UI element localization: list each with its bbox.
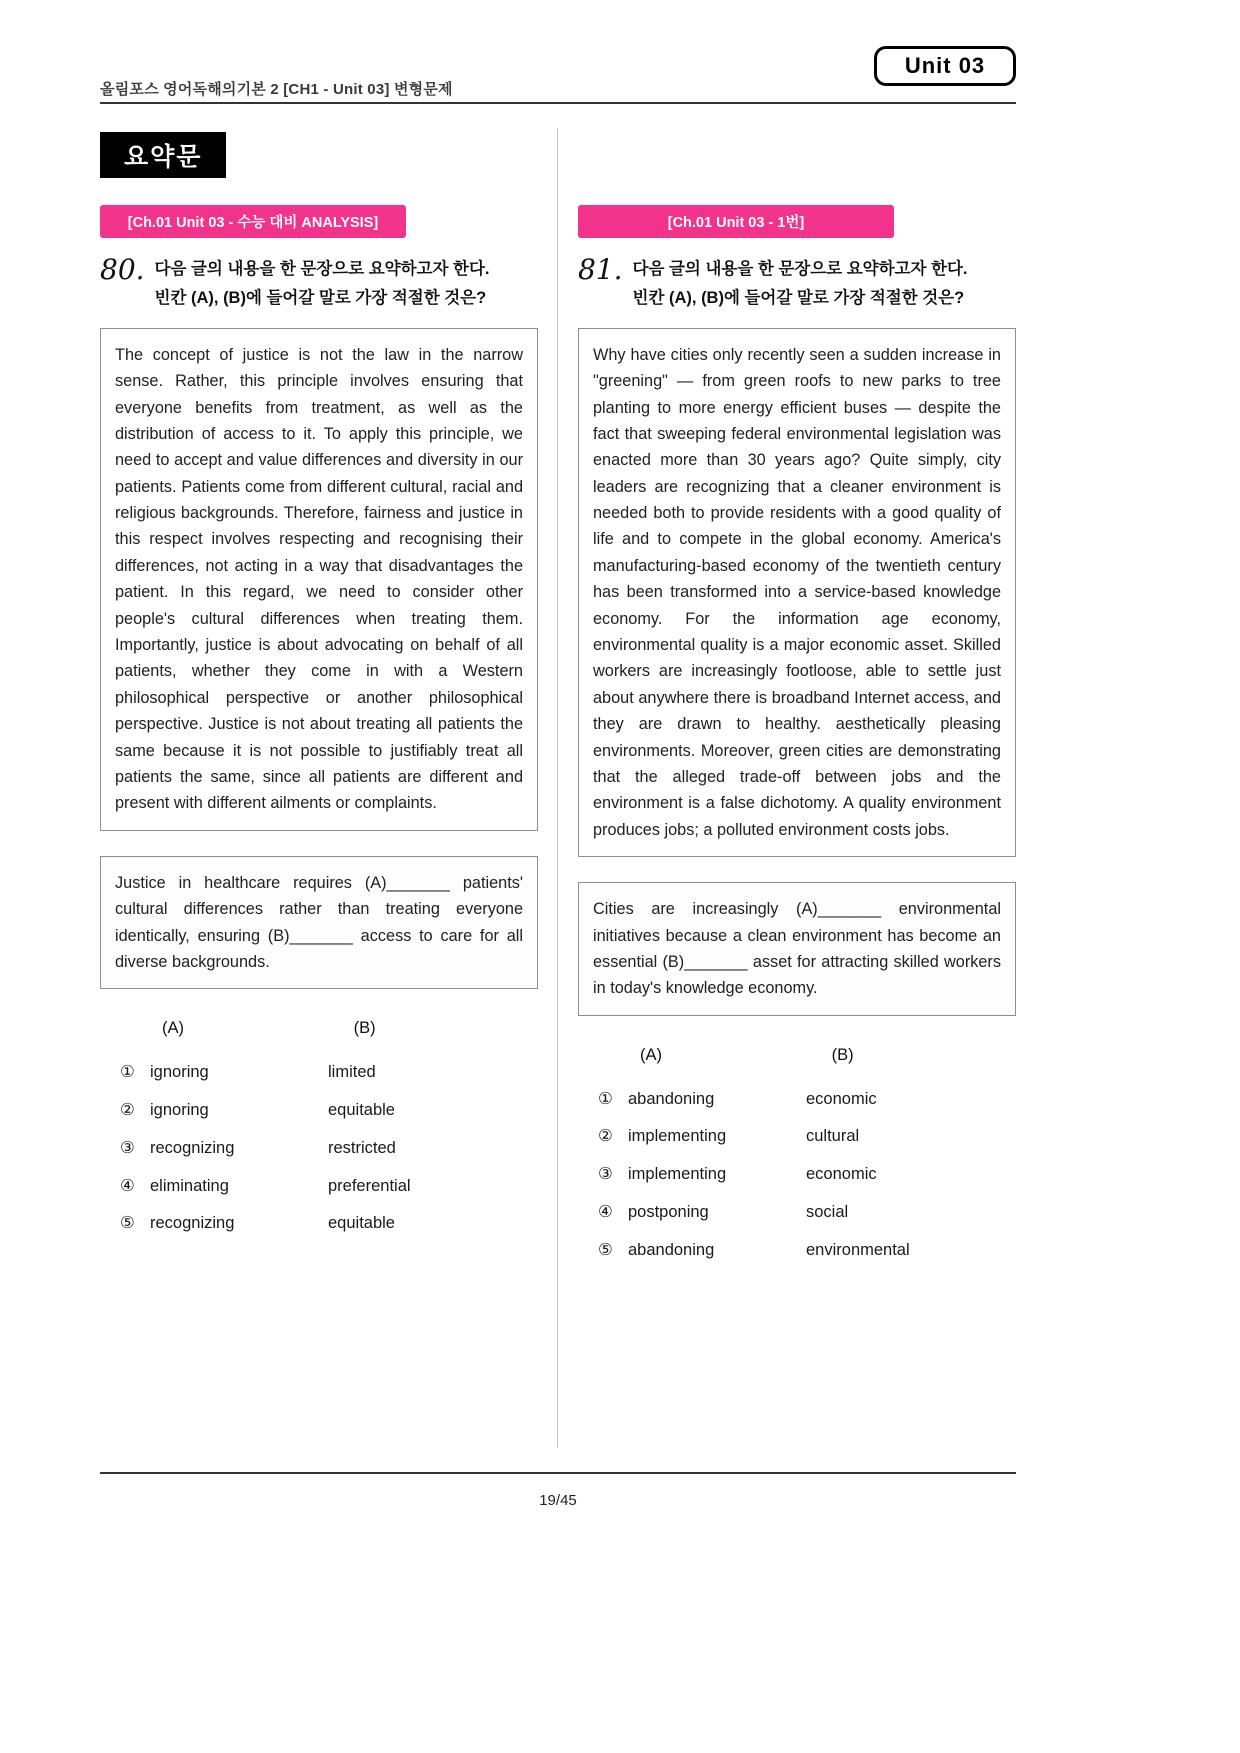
- option-a-word: abandoning: [628, 1240, 715, 1259]
- option-a-word: eliminating: [150, 1176, 229, 1195]
- option-b-word: social: [806, 1202, 849, 1221]
- column-b-label: (B): [353, 1019, 376, 1038]
- option-a-word: ignoring: [150, 1101, 209, 1120]
- section-title: 요약문: [100, 132, 226, 178]
- option-marker: ③: [120, 1138, 135, 1157]
- question-81-option-3: [578, 1162, 1016, 1187]
- option-marker: ②: [598, 1127, 613, 1146]
- question-81-option-5: [578, 1238, 1016, 1263]
- option-b-word: limited: [328, 1063, 376, 1082]
- option-a-word: recognizing: [150, 1138, 235, 1157]
- option-marker: ⑤: [598, 1240, 613, 1259]
- question-81-prompt: [633, 255, 968, 313]
- question-80-option-3: [100, 1136, 538, 1161]
- question-80-prompt: [155, 255, 490, 313]
- footer-divider: [100, 1472, 1016, 1474]
- question-81-prompt-line-2: 빈칸 (A), (B)에 들어갈 말로 가장 적절한 것은?: [632, 288, 965, 307]
- question-81-number: 81.: [578, 253, 623, 286]
- column-b-label: (B): [831, 1045, 854, 1064]
- option-a-word: implementing: [628, 1127, 727, 1146]
- unit-badge: Unit 03: [874, 46, 1016, 86]
- question-80-option-5: [100, 1211, 538, 1236]
- question-81-option-2: [578, 1124, 1016, 1149]
- question-81-passage: Why have cities only recently seen a sudden increase in "greening" — from green roofs to new parks to tree planting to more energy efficient buses — despite the fact that sweeping federal environmental legislation was enacted more than 30 years ago? Quite simply, city leaders are recognizing that a cleaner environment is needed both to provide residents with a good quality of life and to compete in the global economy. America's manufacturing-based economy of the twentieth century has been transformed into a service-based knowledge economy. For the information age economy, environmental quality is a major economic asset. Skilled workers are increasingly footloose, able to settle just about anywhere there is broadband Internet access, and they are drawn to healthy. aesthetically pleasing environments. Moreover, green cities are demonstrating that the alleged trade-off between jobs and the environment is a false dichotomy. A quality environment produces jobs; a polluted environment costs jobs.: [578, 328, 1016, 857]
- option-b-word: preferential: [328, 1176, 411, 1195]
- question-81-head: [578, 255, 1016, 313]
- question-80-prompt-line-2: 빈칸 (A), (B)에 들어갈 말로 가장 적절한 것은?: [154, 288, 487, 307]
- option-b-word: cultural: [806, 1127, 860, 1146]
- question-81-prompt-line-1: 다음 글의 내용을 한 문장으로 요약하고자 한다.: [632, 260, 968, 278]
- option-marker: ②: [120, 1101, 135, 1120]
- option-b-word: environmental: [806, 1240, 910, 1259]
- question-80-summary-box: Justice in healthcare requires (A)_______ patients' cultural differences rather than treating everyone identically, ensuring (B)_______ access to care for all diverse backgrounds.: [100, 856, 538, 990]
- option-marker: ⑤: [120, 1214, 135, 1233]
- column-a-label: (A): [640, 1045, 662, 1064]
- question-80-head: [100, 255, 538, 313]
- column-divider: [557, 128, 558, 1448]
- option-b-word: equitable: [328, 1214, 395, 1233]
- header-divider: [100, 102, 1016, 104]
- question-80-option-1: [100, 1060, 538, 1085]
- option-a-word: ignoring: [150, 1063, 209, 1082]
- question-80-options: [100, 1060, 538, 1236]
- option-b-word: restricted: [328, 1138, 396, 1157]
- document-header-title: 올림포스 영어독해의기본 2 [CH1 - Unit 03] 변형문제: [100, 81, 453, 98]
- question-80-source-badge: [Ch.01 Unit 03 - 수능 대비 ANALYSIS]: [100, 205, 406, 238]
- option-marker: ④: [598, 1202, 613, 1221]
- option-marker: ④: [120, 1176, 135, 1195]
- question-81-block: [578, 205, 1016, 1262]
- question-81-source-badge: [Ch.01 Unit 03 - 1번]: [578, 205, 894, 238]
- question-81-summary-box: Cities are increasingly (A)_______ environmental initiatives because a clean environment has become an essential (B)_______ asset for attracting skilled workers in today's knowledge economy.: [578, 882, 1016, 1016]
- option-a-word: implementing: [628, 1165, 727, 1184]
- option-marker: ①: [120, 1063, 135, 1082]
- page-number: 19/45: [539, 1492, 577, 1509]
- option-a-word: recognizing: [150, 1214, 235, 1233]
- question-80-number: 80.: [100, 253, 145, 286]
- question-80-passage: The concept of justice is not the law in the narrow sense. Rather, this principle involves ensuring that everyone benefits from treatment, as well as the distribution of access to it. To apply this principle, we need to accept and value differences and diversity in our patients. Patients come from different cultural, racial and religious backgrounds. Therefore, fairness and justice in this respect involves respecting and recognising their differences, not acting in a way that disadvantages the patient. In this regard, we need to consider other people's cultural differences when treating them. Importantly, justice is about advocating on behalf of all patients, whether they come in with a Western philosophical perspective or another philosophical perspective. Justice is not about treating all patients the same because it is not possible to justifiably treat all patients the same, since all patients are different and present with different ailments or complaints.: [100, 328, 538, 831]
- option-b-word: economic: [806, 1165, 877, 1184]
- question-80-option-4: [100, 1174, 538, 1199]
- option-b-word: equitable: [328, 1101, 395, 1120]
- question-81-answer-columns: [578, 1046, 1016, 1065]
- question-80-answer-columns: [100, 1019, 538, 1038]
- question-80-prompt-line-1: 다음 글의 내용을 한 문장으로 요약하고자 한다.: [154, 260, 490, 278]
- question-80-block: [100, 205, 538, 1236]
- option-marker: ③: [598, 1165, 613, 1184]
- question-81-option-1: [578, 1087, 1016, 1112]
- option-marker: ①: [598, 1089, 613, 1108]
- question-81-options: [578, 1087, 1016, 1263]
- question-80-option-2: [100, 1098, 538, 1123]
- option-a-word: postponing: [628, 1202, 709, 1221]
- question-81-option-4: [578, 1200, 1016, 1225]
- column-a-label: (A): [162, 1019, 184, 1038]
- option-a-word: abandoning: [628, 1089, 715, 1108]
- option-b-word: economic: [806, 1089, 877, 1108]
